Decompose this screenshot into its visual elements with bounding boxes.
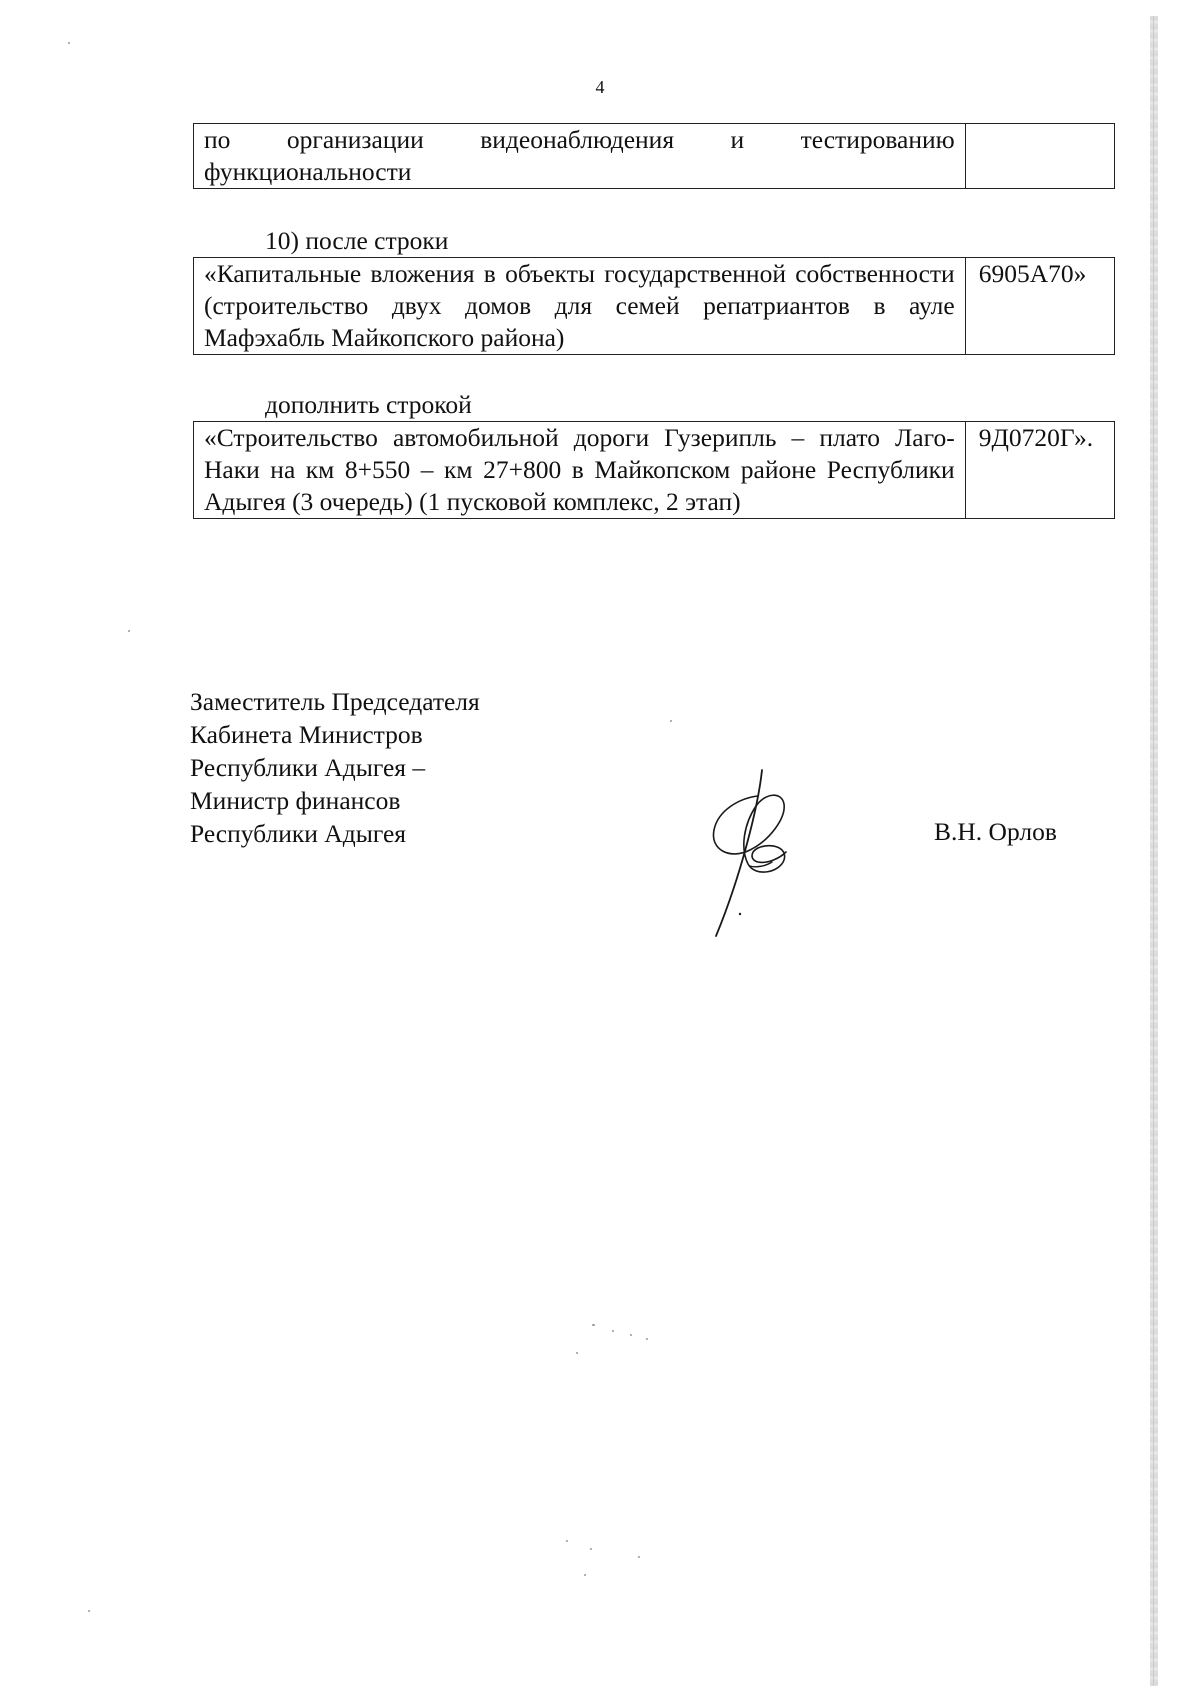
scan-speck (88, 1610, 90, 1612)
scan-speck (584, 1574, 586, 1576)
scan-speck (128, 630, 130, 632)
scan-speck (576, 1352, 578, 1354)
table-cell-code: 9Д0720Г». (965, 422, 1114, 519)
scan-speck (68, 42, 70, 44)
table-cell-code: 6905A70» (965, 258, 1114, 355)
table-existing-line (193, 257, 1115, 355)
signer-name: В.Н. Орлов (934, 817, 1057, 846)
scan-speck (566, 1540, 568, 1542)
table-row (194, 422, 1115, 519)
page-number: 4 (595, 77, 605, 97)
table-cell-text: «Капитальные вложения в объекты государственной собственности (строительство двух домов для семей репатриантов в ауле Мафэхабль Майкопского района) (194, 258, 966, 355)
scan-speck (670, 720, 672, 722)
signatory-title-block (190, 685, 480, 850)
signatory-title-line: Министр финансов (190, 786, 401, 815)
instruction-add-line: дополнить строкой (265, 390, 472, 419)
table-cell-text: по организации видеонаблюдения и тестированию функциональности (194, 124, 966, 189)
table-fragment-continuation (193, 123, 1115, 189)
signatory-title-line: Республики Адыгея – (190, 753, 426, 782)
scan-edge-artifact (1150, 16, 1158, 1686)
signatory-title-line: Кабинета Министров (190, 720, 423, 749)
scan-speck (592, 1324, 595, 1326)
signatory-title-line: Заместитель Председателя (190, 687, 480, 716)
scan-speck (612, 1330, 614, 1332)
scan-speck (646, 1338, 648, 1340)
scan-speck (638, 1556, 640, 1558)
signatory-title-line: Республики Адыгея (190, 819, 406, 848)
table-row (194, 258, 1115, 355)
scan-speck (630, 1334, 632, 1336)
instruction-after-line: 10) после строки (265, 226, 449, 255)
table-new-line (193, 421, 1115, 519)
scan-speck (590, 1548, 592, 1550)
table-cell-text: «Строительство автомобильной дороги Гузерипль – плато Лаго-Наки на км 8+550 – км 27+800 в Майкопском районе Республики Адыгея (3 очередь) (1 пусковой комплекс, 2 этап) (194, 422, 966, 519)
table-row (194, 124, 1115, 189)
table-cell-code (965, 124, 1114, 189)
handwritten-signature (700, 768, 810, 938)
